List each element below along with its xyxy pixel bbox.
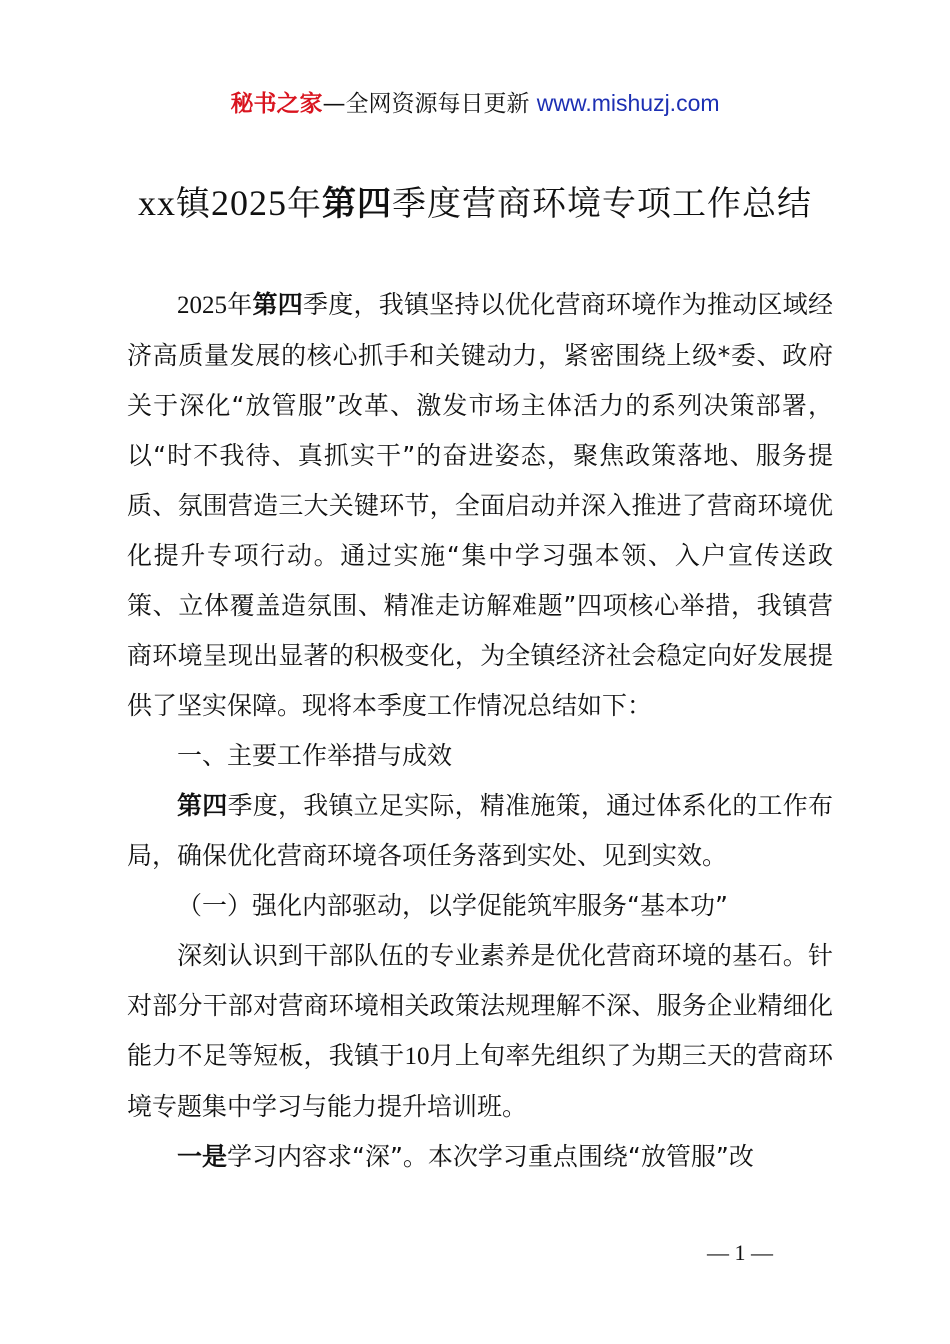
header-tagline: —全网资源每日更新 — [322, 91, 530, 117]
paragraph-point-1 — [127, 1132, 833, 1182]
subsection-1-text-pre: 深刻认识到干部队伍的专业素养是优化营商环境的基石。针对部分干部对营商环境相关政策法规理解不深、服务企业精细化能力不足等短板，我镇于 — [127, 941, 833, 1070]
section-1-quarter: 第四 — [177, 791, 228, 820]
title-prefix: xx — [138, 183, 176, 223]
title-year-char: 年 — [287, 184, 322, 224]
title-rest: 季度营商环境专项工作总结 — [392, 184, 812, 224]
heading-subsection-1: （一）强化内部驱动，以学促能筑牢服务“基本功” — [177, 891, 728, 920]
brand-name: 秘书之家 — [230, 91, 323, 117]
subsection-1-month: 10 — [404, 1043, 430, 1070]
title-quarter: 第四 — [322, 184, 392, 224]
document-body — [127, 280, 833, 1182]
intro-year-char: 年 — [227, 290, 253, 319]
intro-text: 季度，我镇坚持以优化营商环境作为推动区域经济高质量发展的核心抓手和关键动力，紧密围绕上级*委、政府关于深化“放管服”改革、激发市场主体活力的系列决策部署，以“时不我待、真抓实干”的奋进姿态，聚焦政策落地、服务提质、氛围营造三大关键环节，全面启动并深入推进了营商环境优化提升专项行动。通过实施“集中学习强本领、入户宣传送政策、立体覆盖造氛围、精准走访解难题”四项核心举措，我镇营商环境呈现出显著的积极变化，为全镇经济社会稳定向好发展提供了坚实保障。现将本季度工作情况总结如下： — [127, 290, 833, 720]
paragraph-intro — [127, 280, 833, 731]
title-town: 镇 — [176, 184, 211, 224]
subsection-1-text-post: 月上旬率先组织了为期三天的营商环境专题集中学习与能力提升培训班。 — [127, 1041, 833, 1121]
heading-section-1: 一、主要工作举措与成效 — [177, 741, 453, 770]
title-year: 2025 — [211, 183, 287, 223]
paragraph-subsection-1 — [127, 931, 833, 1132]
section-1-text: 季度，我镇立足实际，精准施策，通过体系化的工作布局，确保优化营商环境各项任务落到实处、见到实效。 — [127, 791, 833, 870]
point-1-label: 一是 — [177, 1142, 228, 1171]
intro-quarter: 第四 — [252, 290, 303, 319]
intro-year: 2025 — [177, 292, 227, 319]
page-number: — 1 — — [707, 1240, 773, 1265]
point-1-text: 学习内容求“深”。本次学习重点围绕“放管服”改 — [227, 1142, 754, 1171]
paragraph-section-1 — [127, 781, 833, 881]
document-title — [0, 178, 950, 229]
site-header — [0, 86, 950, 121]
site-url-link[interactable]: www.mishuzj.com — [536, 90, 720, 116]
